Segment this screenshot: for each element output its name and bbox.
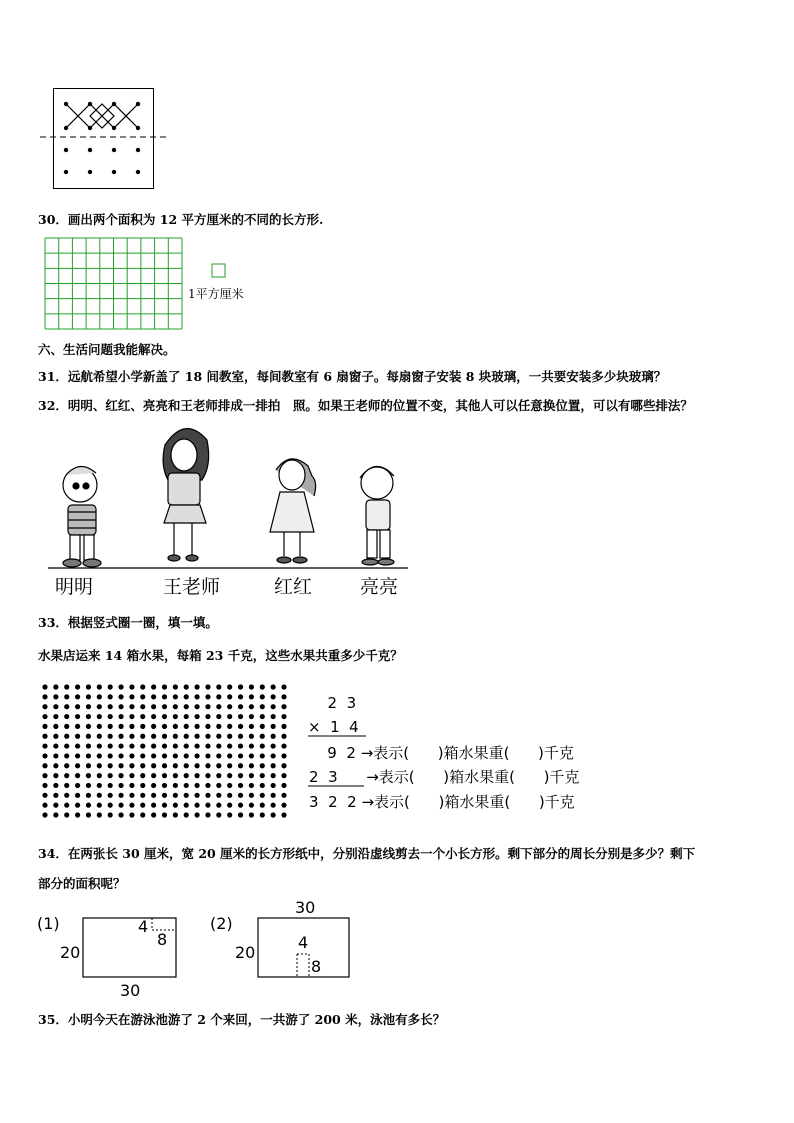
person-name-liangliang: 亮亮 [360, 576, 399, 598]
figure-1-label: (1) [37, 914, 60, 933]
question-30: 30．画出两个面积为 12 平方厘米的不同的长方形. [38, 212, 324, 227]
person-name-mingming: 明明 [55, 576, 94, 598]
question-34-line2: 部分的面积呢？ [38, 876, 126, 891]
calc-row-multiplicand: 2 3 [318, 694, 357, 712]
figure-1-height: 20 [60, 943, 81, 962]
figure-1-cut-height: 8 [157, 930, 168, 949]
calc-row-partial-2: 2 3 →表示( )箱水果重( )千克 [309, 768, 580, 786]
calc-row-partial-1: 9 2 →表示( )箱水果重( )千克 [313, 744, 574, 762]
question-32: 32．明明、红红、亮亮和王老师排成一排拍 照。如果王老师的位置不变，其他人可以任意换位置，可以有哪些排法？ [38, 398, 693, 413]
person-name-teacher-wang: 王老师 [163, 576, 221, 598]
figure-1-cut-width: 4 [138, 917, 149, 936]
question-31: 31．远航希望小学新盖了 18 间教室，每间教室有 6 扇窗子。每扇窗子安装 8 块玻璃，一共要安装多少块玻璃？ [38, 369, 667, 384]
question-33-text: 水果店运来 14 箱水果，每箱 23 千克，这些水果共重多少千克？ [38, 648, 403, 663]
figure-2-height: 20 [235, 943, 256, 962]
calc-row-product: 3 2 2 →表示( )箱水果重( )千克 [309, 793, 575, 811]
question-35: 35．小明今天在游泳池游了 2 个来回，一共游了 200 米，泳池有多长？ [38, 1012, 446, 1027]
question-33: 33．根据竖式圈一圈，填一填。 [38, 615, 218, 630]
question-34-line1: 34．在两张长 30 厘米，宽 20 厘米的长方形纸中，分别沿虚线剪去一个小长方形。剩下部分的周长分别是多少？剩下 [38, 846, 696, 861]
figure-2-width: 30 [295, 898, 316, 917]
figure-1-width: 30 [120, 981, 141, 1000]
figure-2-cut-height: 8 [311, 957, 322, 976]
section-6-heading: 六、生活问题我能解决。 [38, 342, 176, 357]
figure-2-cut-width: 4 [298, 933, 309, 952]
calc-row-multiplier: × 1 4 [308, 718, 359, 736]
figure-2-label: (2) [210, 914, 233, 933]
person-name-honghong: 红红 [274, 576, 313, 598]
unit-square-label: 1平方厘米 [188, 287, 244, 301]
